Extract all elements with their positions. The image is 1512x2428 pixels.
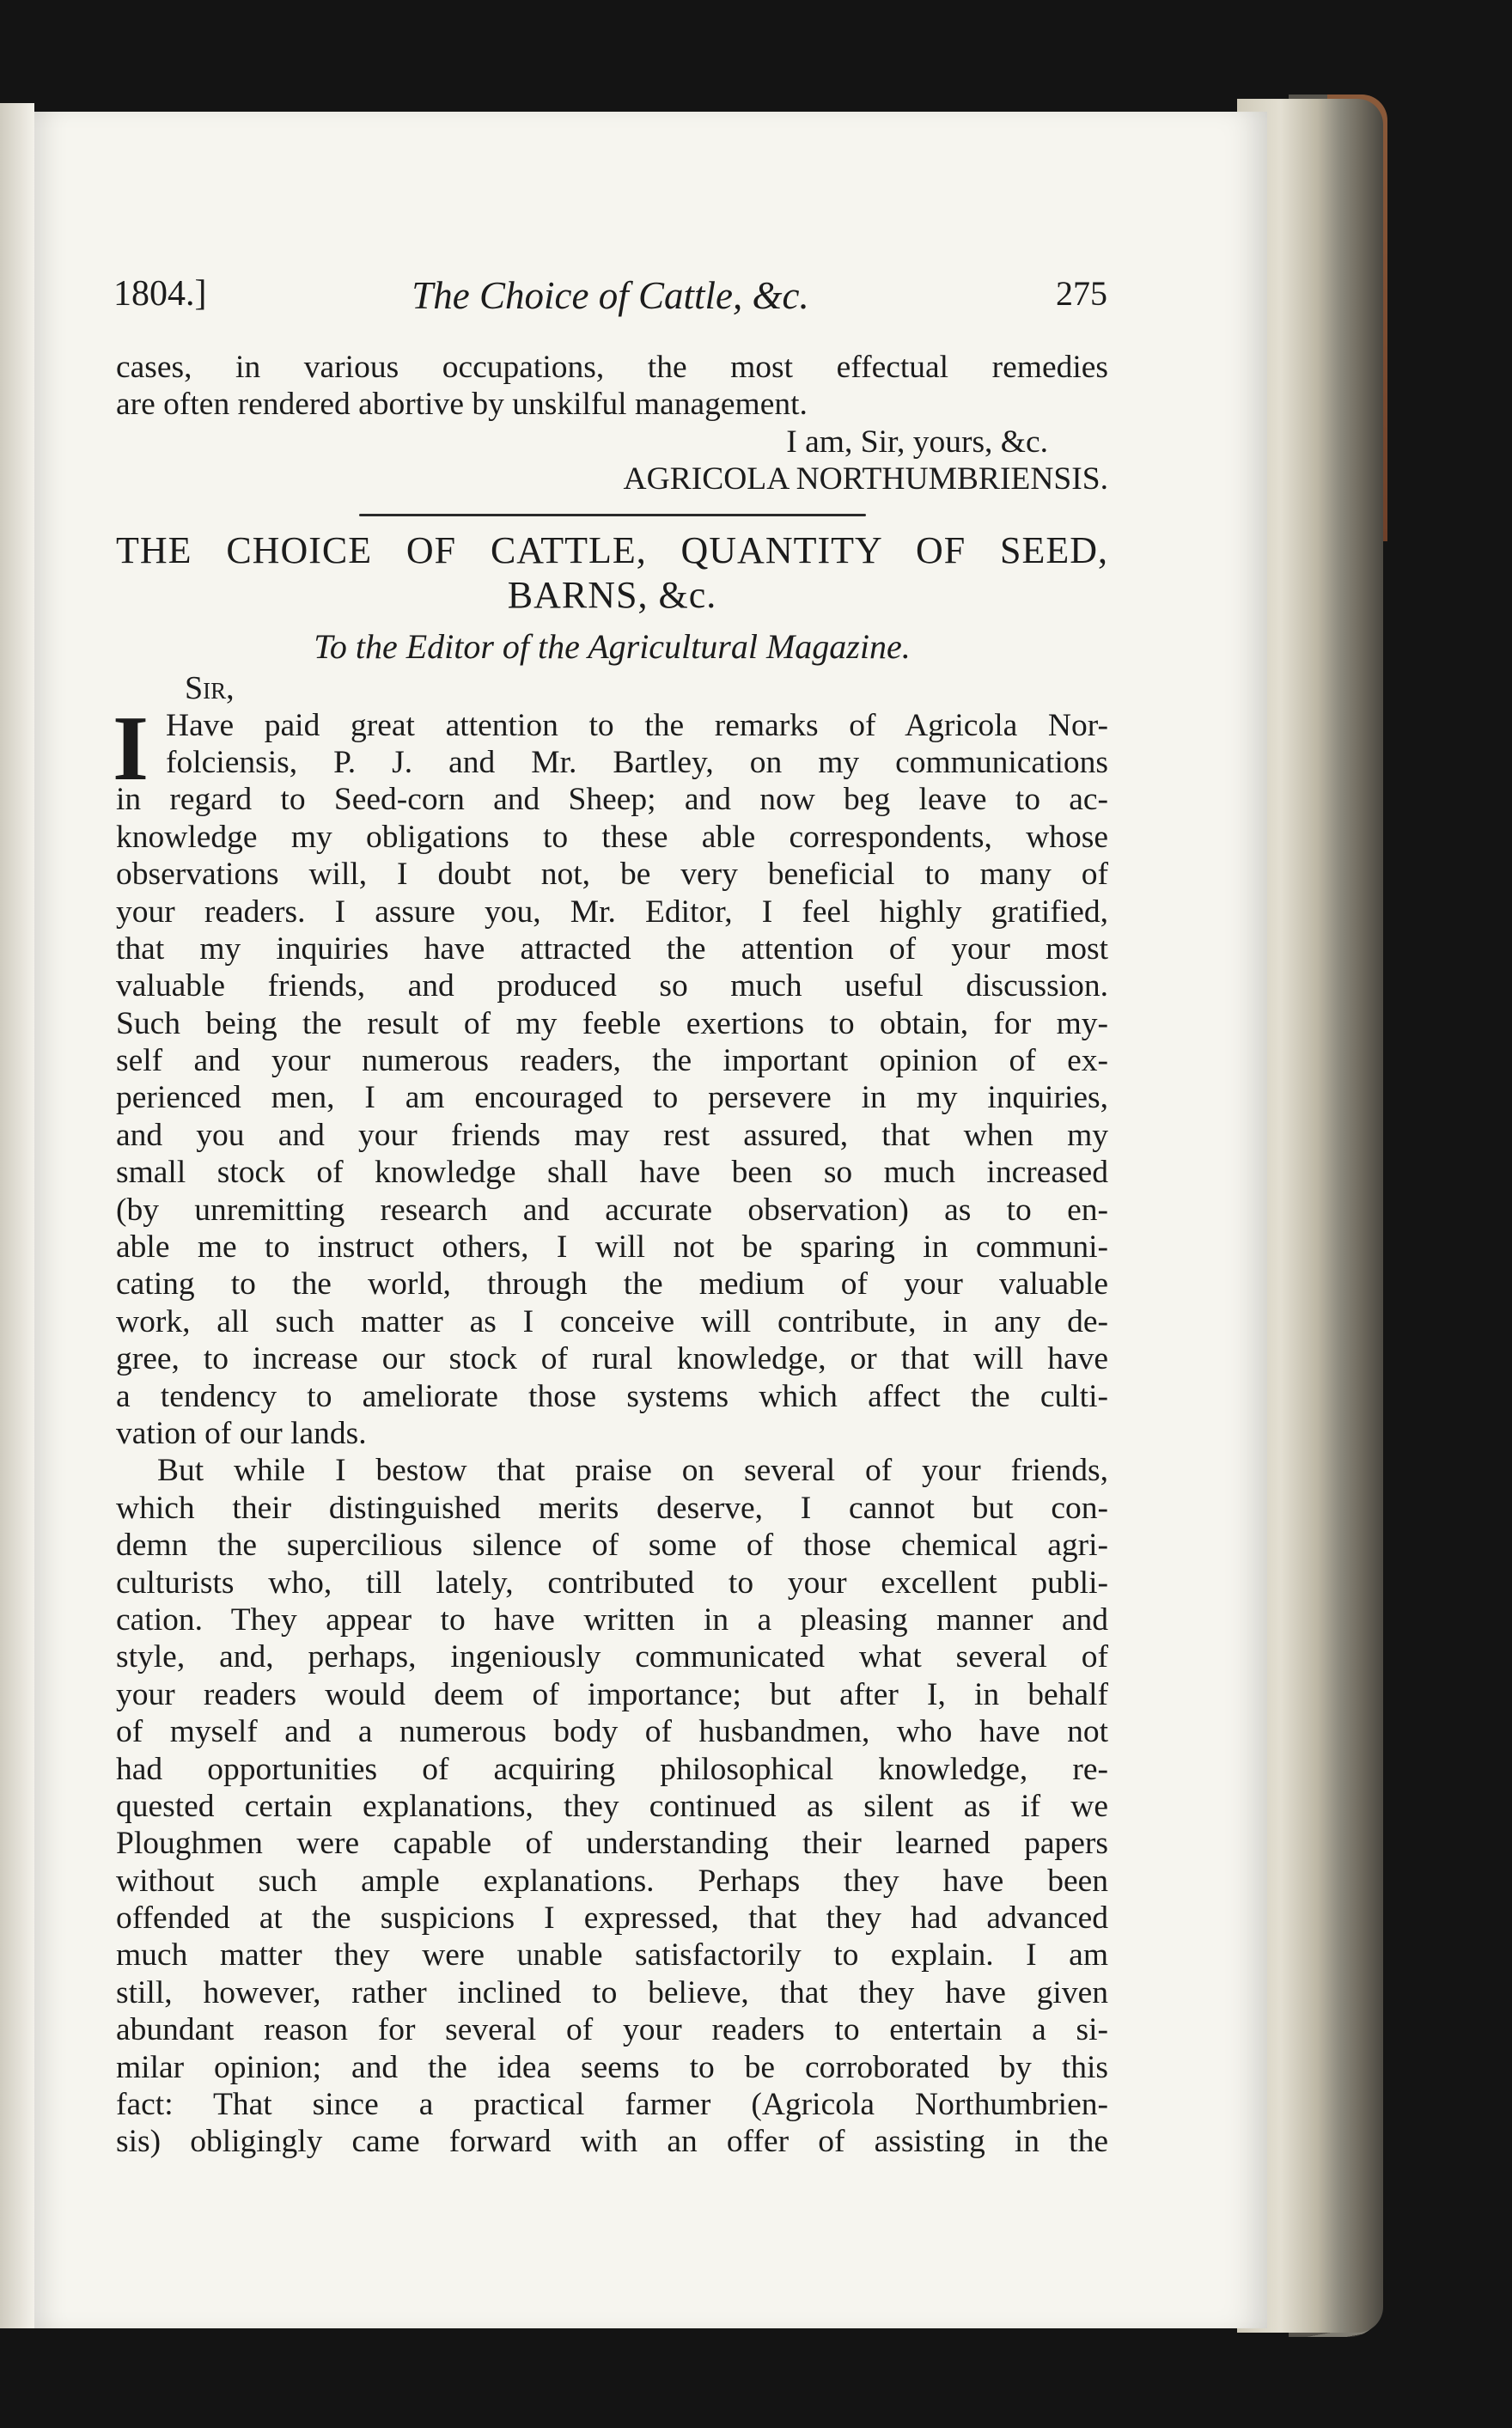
paragraph-line: still, however, rather inclined to believe, that they have given <box>116 1974 1108 2010</box>
paragraph-line: vation of our lands. <box>116 1415 367 1451</box>
addressee-line: To the Editor of the Agricultural Magazine. <box>314 626 911 666</box>
paragraph-line: folciensis, P. J. and Mr. Bartley, on my communications <box>166 744 1108 780</box>
paragraph-line: Such being the result of my feeble exertions to obtain, for my- <box>116 1005 1108 1041</box>
intro-line: cases, in various occupations, the most effectual remedies <box>116 350 1108 385</box>
intro-line: are often rendered abortive by unskilful management. <box>116 387 808 423</box>
paragraph-line: much matter they were unable satisfactorily to explain. I am <box>116 1937 1108 1974</box>
paragraph-line: knowledge my obligations to these able correspondents, whose <box>116 819 1108 855</box>
paragraph-line: Have paid great attention to the remarks of Agricola Nor- <box>166 707 1108 743</box>
paragraph-line: perienced men, I am encouraged to persevere in my inquiries, <box>116 1080 1108 1116</box>
paragraph-line: observations will, I doubt not, be very beneficial to many of <box>116 857 1108 893</box>
paragraph-line: abundant reason for several of your readers to entertain a si- <box>116 2012 1108 2048</box>
book-page <box>34 112 1267 2328</box>
paragraph-line: that my inquiries have attracted the attention of your most <box>116 930 1108 967</box>
body-text <box>113 349 1108 2161</box>
paragraph-line: which their distinguished merits deserve, I cannot but con- <box>116 1490 1108 1526</box>
facing-page-edge <box>0 103 34 2328</box>
paragraph-line: a tendency to ameliorate those systems which affect the culti- <box>116 1378 1108 1414</box>
paragraph-line: style, and, perhaps, ingeniously communicated what several of <box>116 1639 1108 1675</box>
paragraph-line: cating to the world, through the medium of your valuable <box>116 1266 1108 1302</box>
paragraph-line: valuable friends, and produced so much useful discussion. <box>116 968 1108 1004</box>
paragraph-line: milar opinion; and the idea seems to be corroborated by this <box>116 2049 1108 2085</box>
paragraph-line: (by unremitting research and accurate observation) as to en- <box>116 1192 1108 1228</box>
paragraph-line: self and your numerous readers, the important opinion of ex- <box>116 1043 1108 1079</box>
paragraph-line: Ploughmen were capable of understanding their learned papers <box>116 1826 1108 1862</box>
paragraph-line: your readers. I assure you, Mr. Editor, I feel highly gratified, <box>116 894 1108 930</box>
paragraph-line: and you and your friends may rest assured, that when my <box>116 1117 1108 1153</box>
section-divider <box>359 514 866 516</box>
article-title-line-1: THE CHOICE OF CATTLE, QUANTITY OF SEED, <box>116 528 1108 571</box>
drop-cap: I <box>113 697 149 800</box>
paragraph-2 <box>116 1452 1108 2160</box>
paragraph-line: quested certain explanations, they continued as silent as if we <box>116 1788 1108 1824</box>
article-title-line-2: BARNS, &c. <box>507 573 717 616</box>
paragraph-line: of myself and a numerous body of husbandmen, who have not <box>116 1714 1108 1750</box>
paragraph-line: your readers would deem of importance; but after I, in behalf <box>116 1676 1108 1712</box>
signature-name: AGRICOLA NORTHUMBRIENSIS. <box>623 461 1108 497</box>
paragraph-line: without such ample explanations. Perhaps they have been <box>116 1863 1108 1899</box>
salutation: Sir, <box>185 669 235 706</box>
paragraph-line: had opportunities of acquiring philosophical knowledge, re- <box>116 1751 1108 1787</box>
paragraph-line: gree, to increase our stock of rural knowledge, or that will have <box>116 1341 1108 1377</box>
paragraph-line: But while I bestow that praise on several of your friends, <box>157 1453 1108 1489</box>
paragraph-line: work, all such matter as I conceive will contribute, in any de- <box>116 1303 1108 1339</box>
paragraph-1 <box>113 697 1108 1453</box>
paragraph-line: demn the supercilious silence of some of those chemical agri- <box>116 1528 1108 1564</box>
running-head-title: The Choice of Cattle, &c. <box>412 274 809 317</box>
page-number: 275 <box>1056 274 1107 313</box>
signature-closing: I am, Sir, yours, &c. <box>786 424 1048 460</box>
paragraph-line: cation. They appear to have written in a pleasing manner and <box>116 1601 1108 1638</box>
paragraph-line: small stock of knowledge shall have been so much increased <box>116 1155 1108 1191</box>
paragraph-line: culturists who, till lately, contributed to your excellent publi- <box>116 1565 1108 1601</box>
running-head-year: 1804.] <box>113 274 207 314</box>
paragraph-line: fact: That since a practical farmer (Agricola Northumbrien- <box>116 2087 1108 2123</box>
paragraph-line: in regard to Seed-corn and Sheep; and now beg leave to ac- <box>116 782 1108 818</box>
paragraph-line: able me to instruct others, I will not be sparing in communi- <box>116 1229 1108 1266</box>
running-head <box>113 273 1107 333</box>
paragraph-line: offended at the suspicions I expressed, that they had advanced <box>116 1900 1108 1937</box>
paragraph-line: sis) obligingly came forward with an offer of assisting in the <box>116 2124 1108 2160</box>
